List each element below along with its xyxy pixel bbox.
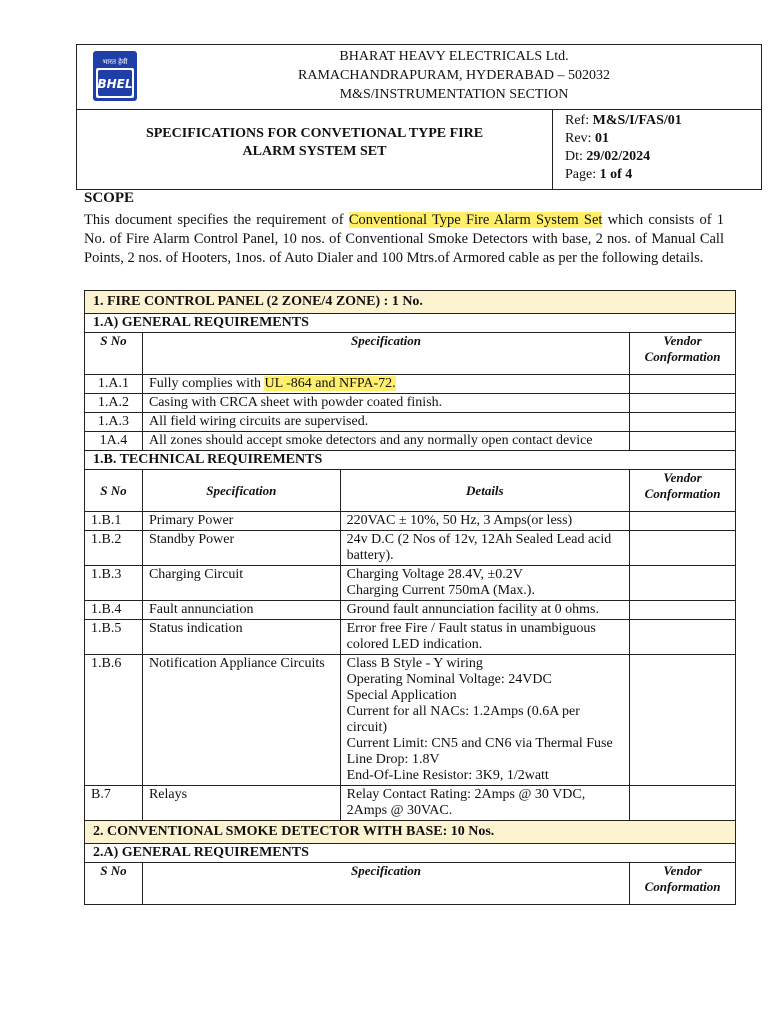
page-label: Page: [565, 167, 597, 182]
table-row [85, 531, 736, 566]
vendor-cell [630, 531, 736, 566]
row-spec-text: Fully complies with [148, 376, 265, 391]
company-name: BHARAT HEAVY ELECTRICALS Ltd. [339, 49, 569, 64]
table-row [85, 601, 736, 620]
table-row [85, 566, 736, 601]
row-sno: 1.A.3 [85, 413, 143, 432]
row-spec: Primary Power [142, 512, 340, 531]
col-vendor-line-2: Conformation [644, 879, 721, 894]
detail-line: End-Of-Line Resistor: 3K9, 1/2watt [346, 768, 549, 783]
row-sno: 1.B.3 [85, 566, 143, 601]
document-header [76, 44, 762, 190]
row-details [340, 566, 629, 601]
rev-label: Rev: [565, 131, 592, 146]
row-spec: Charging Circuit [142, 566, 340, 601]
vendor-cell [630, 413, 736, 432]
row-spec: Notification Appliance Circuits [142, 655, 340, 786]
col-vendor-line-2: Conformation [644, 349, 721, 364]
vendor-cell [630, 620, 736, 655]
table-row [85, 655, 736, 786]
general-header-row [85, 333, 736, 375]
row-spec: Standby Power [142, 531, 340, 566]
section-1-heading: 1. FIRE CONTROL PANEL (2 ZONE/4 ZONE) : 1 No. [85, 291, 736, 314]
date-line [565, 148, 761, 166]
detail-line: Class B Style - Y wiring [346, 656, 483, 671]
row-sno: 1.B.6 [85, 655, 143, 786]
col-vendor [630, 863, 736, 905]
logo-text-bhel: BHEL [97, 77, 133, 91]
document-title-line-1: SPECIFICATIONS FOR CONVETIONAL TYPE FIRE [145, 126, 484, 141]
table-row [85, 394, 736, 413]
col-vendor-line-1: Vendor [663, 863, 702, 878]
scope-text-after: which consists of 1 No. of Fire Alarm Control Panel, 10 nos. of Conventional Smoke Detectors with base, 2 nos. of Manual Call Points, 2 nos. of Hooters, 1nos. of Auto Dialer and 100 Mtrs.of Armored cable as per the following details. [84, 212, 725, 266]
row-spec: Casing with CRCA sheet with powder coated finish. [142, 394, 629, 413]
ref-label: Ref: [565, 113, 590, 128]
row-spec: All zones should accept smoke detectors and any normally open contact device [142, 432, 629, 451]
col-specification: Specification [142, 863, 629, 905]
row-sno: 1.B.5 [85, 620, 143, 655]
date-value: 29/02/2024 [586, 149, 651, 164]
table-row [85, 432, 736, 451]
row-spec [142, 375, 629, 394]
row-details: Relay Contact Rating: 2Amps @ 30 VDC, 2Amps @ 30VAC. [340, 786, 629, 821]
detail-line: Charging Current 750mA (Max.). [346, 583, 535, 598]
row-details: 220VAC ± 10%, 50 Hz, 3 Amps(or less) [340, 512, 629, 531]
row-spec: Status indication [142, 620, 340, 655]
detail-line: Current Limit: CN5 and CN6 via Thermal Fuse [346, 736, 613, 751]
row-spec: All field wiring circuits are supervised. [142, 413, 629, 432]
col-sno: S No [85, 863, 143, 905]
row-spec-highlight: UL -864 and NFPA-72. [264, 376, 396, 391]
row-sno: 1.B.1 [85, 512, 143, 531]
section-2-heading: 2. CONVENTIONAL SMOKE DETECTOR WITH BASE: 10 Nos. [85, 821, 736, 844]
col-specification: Specification [142, 470, 340, 512]
col-vendor [630, 470, 736, 512]
detail-line: Charging Voltage 28.4V, ±0.2V [346, 567, 523, 582]
col-specification: Specification [142, 333, 629, 375]
vendor-cell [630, 601, 736, 620]
col-sno: S No [85, 333, 143, 375]
table-row [85, 375, 736, 394]
vendor-cell [630, 786, 736, 821]
rev-line [565, 130, 761, 148]
vendor-cell [630, 432, 736, 451]
company-address: RAMACHANDRAPURAM, HYDERABAD – 502032 [298, 68, 610, 83]
date-label: Dt: [565, 149, 583, 164]
vendor-cell [630, 655, 736, 786]
ref-line [565, 112, 761, 130]
col-vendor-line-1: Vendor [663, 333, 702, 348]
row-sno: 1.B.2 [85, 531, 143, 566]
scope-heading: SCOPE [84, 190, 135, 206]
row-spec: Fault annunciation [142, 601, 340, 620]
vendor-cell [630, 512, 736, 531]
document-title [77, 110, 553, 190]
row-sno: 1.A.1 [85, 375, 143, 394]
scope-highlight: Conventional Type Fire Alarm System Set [348, 212, 603, 228]
company-section: M&S/INSTRUMENTATION SECTION [339, 87, 569, 102]
section-1a-heading: 1.A) GENERAL REQUIREMENTS [85, 314, 736, 333]
detail-line: Current for all NACs: 1.2Amps (0.6A per circuit) [346, 704, 580, 735]
specification-table [84, 290, 736, 905]
col-details: Details [340, 470, 629, 512]
page-value: 1 of 4 [599, 167, 633, 182]
page-line [565, 166, 761, 184]
table-row [85, 786, 736, 821]
detail-line: Operating Nominal Voltage: 24VDC [346, 672, 552, 687]
col-vendor-line-1: Vendor [663, 470, 702, 485]
row-details: Error free Fire / Fault status in unambiguous colored LED indication. [340, 620, 629, 655]
vendor-cell [630, 394, 736, 413]
col-vendor [630, 333, 736, 375]
section-1b-heading: 1.B. TECHNICAL REQUIREMENTS [85, 451, 736, 470]
table-row [85, 620, 736, 655]
bhel-logo [93, 51, 137, 101]
table-row [85, 512, 736, 531]
ref-value: M&S/I/FAS/01 [592, 113, 682, 128]
row-spec: Relays [142, 786, 340, 821]
scope-text-before: This document specifies the requirement of [84, 212, 349, 228]
row-details: 24v D.C (2 Nos of 12v, 12Ah Sealed Lead acid battery). [340, 531, 629, 566]
vendor-cell [630, 566, 736, 601]
row-sno: 1.B.4 [85, 601, 143, 620]
general-header-row-2 [85, 863, 736, 905]
row-sno: 1A.4 [85, 432, 143, 451]
rev-value: 01 [594, 131, 609, 146]
logo-text-hindi: भारत हेवी [102, 58, 128, 66]
row-sno: B.7 [85, 786, 143, 821]
row-details: Ground fault annunciation facility at 0 ohms. [340, 601, 629, 620]
row-sno: 1.A.2 [85, 394, 143, 413]
col-vendor-line-2: Conformation [644, 486, 721, 501]
detail-line: Line Drop: 1.8V [346, 752, 440, 767]
scope-paragraph [84, 211, 724, 268]
section-2a-heading: 2.A) GENERAL REQUIREMENTS [85, 844, 736, 863]
tech-header-row [85, 470, 736, 512]
detail-line: Special Application [346, 688, 457, 703]
document-meta [553, 110, 762, 190]
logo-cell [77, 45, 148, 110]
col-sno: S No [85, 470, 143, 512]
row-details [340, 655, 629, 786]
document-title-line-2: ALARM SYSTEM SET [242, 144, 387, 159]
table-row [85, 413, 736, 432]
vendor-cell [630, 375, 736, 394]
company-info [147, 45, 762, 110]
